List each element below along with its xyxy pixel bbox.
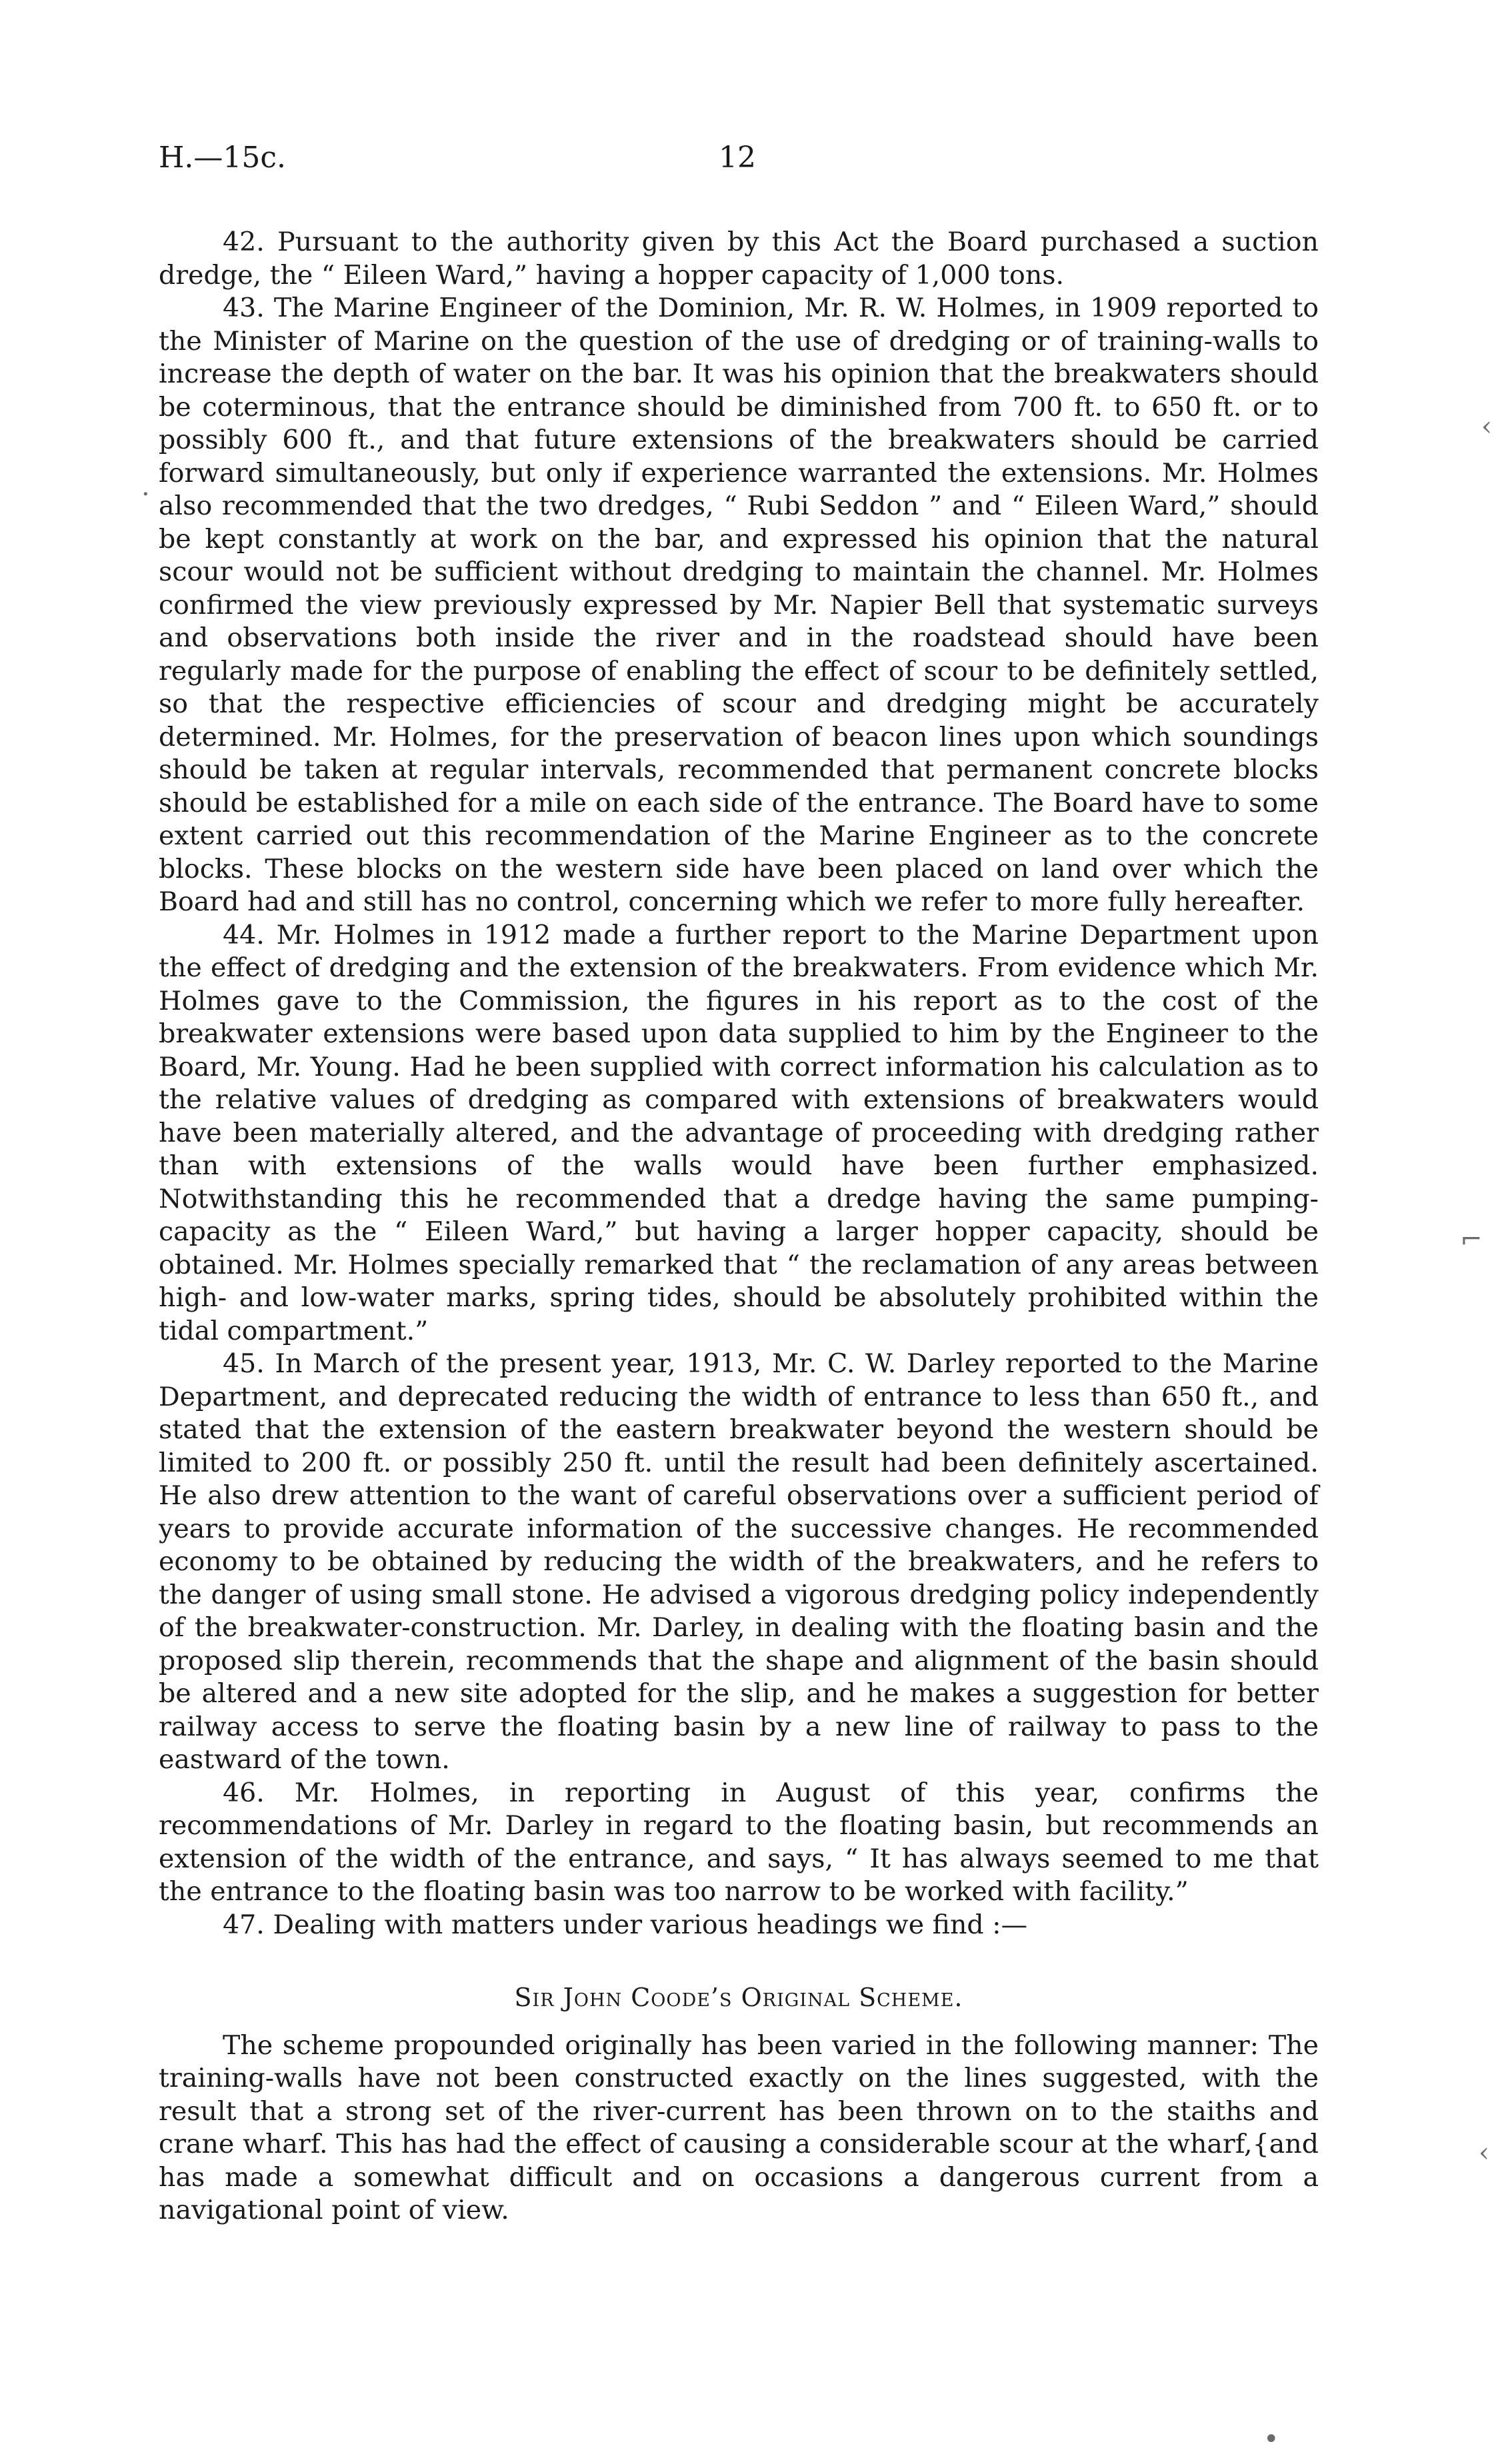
paragraph-44: 44. Mr. Holmes in 1912 made a further report to the Marine Department upon the effect of dredging and the extension of the breakwaters. From evidence which Mr. Holmes gave to the Commission, the figures in his report as to the cost of the breakwater extensions were based upon data supplied to him by the Engineer to the Board, Mr. Young. Had he been supplied with correct information his calculation as to the relative values of dredging as compared with extensions of breakwaters would have been materially altered, and the advantage of proceeding with dredging rather than with extensions of the walls would have been further emphasized. Notwithstanding this he recommended that a dredge having the same pumping-capacity as the “ Eileen Ward,” but having a larger hopper capacity, should be obtained. Mr. Holmes specially remarked that “ the reclamation of any areas between high- and low-water marks, spring tides, should be absolutely prohibited within the tidal compartment.” bbox=[159, 919, 1319, 1346]
paragraph-47: 47. Dealing with matters under various headings we find :— bbox=[223, 1909, 1028, 1940]
document-reference: H.—15c. bbox=[159, 141, 286, 175]
margin-mark-bottom: • bbox=[1263, 2424, 1279, 2455]
page-number: 12 bbox=[719, 141, 756, 175]
margin-mark-right-3: ‹ bbox=[1479, 2137, 1489, 2168]
margin-mark-left: · bbox=[141, 479, 150, 510]
document-page bbox=[159, 143, 1319, 2227]
document-body bbox=[159, 226, 1319, 2227]
section-heading: Sir John Coode’s Original Scheme. bbox=[514, 1983, 963, 2012]
section-paragraph: The scheme propounded originally has been varied in the following manner: The training-walls have not been constructed exactly on the lines suggested, with the result that a strong set of the river-current has been thrown on to the staiths and crane wharf. This has had the effect of causing a considerable scour at the wharf,{and has made a somewhat difficult and on occasions a dangerous current from a navigational point of view. bbox=[159, 2029, 1319, 2225]
paragraph-42: 42. Pursuant to the authority given by this Act the Board purchased a suction dredge, the “ Eileen Ward,” having a hopper capacity of 1,000 tons. bbox=[159, 227, 1319, 291]
paragraph-45: 45. In March of the present year, 1913, Mr. C. W. Darley reported to the Marine Department, and deprecated reducing the width of entrance to less than 650 ft., and stated that the extension of the eastern breakwater beyond the western should be limited to 200 ft. or possibly 250 ft. until the result had been definitely ascertained. He also drew attention to the want of careful observations over a sufficient period of years to provide accurate information of the successive changes. He recommended economy to be obtained by reducing the width of the breakwaters, and he refers to the danger of using small stone. He advised a vigorous dredging policy independently of the breakwater-construction. Mr. Darley, in dealing with the floating basin and the proposed slip therein, recommends that the shape and alignment of the basin should be altered and a new site adopted for the slip, and he makes a suggestion for better railway access to serve the floating basin by a new line of railway to pass to the eastward of the town. bbox=[159, 1348, 1319, 1775]
page-header bbox=[159, 143, 1319, 185]
margin-mark-right-2: ⌐ bbox=[1460, 1224, 1483, 1255]
margin-mark-right-1: ‹ bbox=[1481, 411, 1492, 442]
paragraph-46: 46. Mr. Holmes, in reporting in August of this year, confirms the recommendations of Mr. Darley in regard to the floating basin, but recommends an extension of the width of the entrance, and says, “ It has always seemed to me that the entrance to the floating basin was too narrow to be worked with facility.” bbox=[159, 1777, 1319, 1907]
paragraph-43: 43. The Marine Engineer of the Dominion, Mr. R. W. Holmes, in 1909 reported to the Minister of Marine on the question of the use of dredging or of training-walls to increase the depth of water on the bar. It was his opinion that the breakwaters should be coterminous, that the entrance should be diminished from 700 ft. to 650 ft. or to possibly 600 ft., and that future extensions of the breakwaters should be carried forward simultaneously, but only if experience warranted the extensions. Mr. Holmes also recommended that the two dredges, “ Rubi Seddon ” and “ Eileen Ward,” should be kept constantly at work on the bar, and expressed his opinion that the natural scour would not be sufficient without dredging to maintain the channel. Mr. Holmes confirmed the view previously expressed by Mr. Napier Bell that systematic surveys and observations both inside the river and in the roadstead should have been regularly made for the purpose of enabling the effect of scour to be definitely settled, so that the respective efficiencies of scour and dredging might be accurately determined. Mr. Holmes, for the preservation of beacon lines upon which soundings should be taken at regular intervals, recommended that permanent concrete blocks should be established for a mile on each side of the entrance. The Board have to some extent carried out this recommendation of the Marine Engineer as to the concrete blocks. These blocks on the western side have been placed on land over which the Board had and still has no control, concerning which we refer to more fully hereafter. bbox=[159, 293, 1319, 917]
